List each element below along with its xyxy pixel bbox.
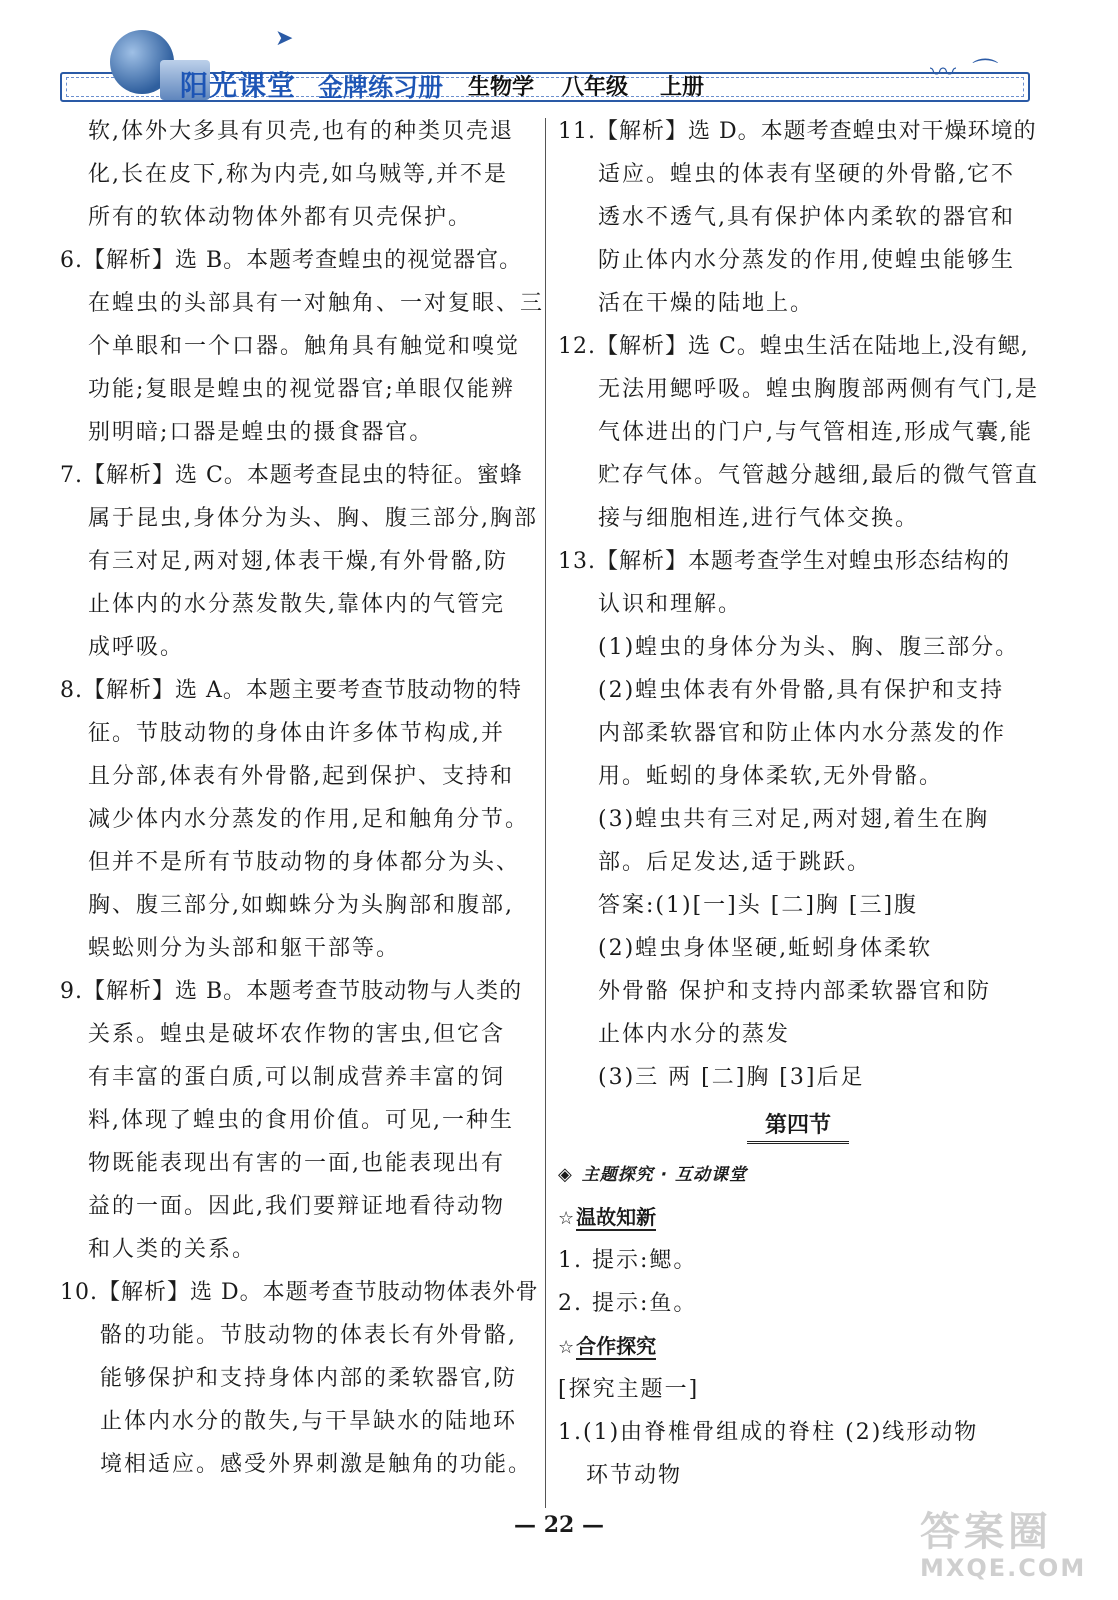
answer-12-line: 12.【解析】选 C。蝗虫生活在陆地上,没有鳃, (558, 334, 1029, 359)
answer-8-line: 8.【解析】选 A。本题主要考查节肢动物的特 (60, 678, 522, 703)
text-line: 认识和理解。 (598, 592, 743, 617)
answer-11-line: 11.【解析】选 D。本题考查蝗虫对干燥环境的 (558, 119, 1037, 144)
answer-10-line: 10.【解析】选 D。本题考查节肢动物体表外骨 (60, 1280, 539, 1305)
text-line: (2)蝗虫体表有外骨骼,具有保护和支持 (598, 678, 1005, 703)
text-line: 有三对足,两对翅,体表干燥,有外骨骼,防 (88, 549, 508, 574)
paper-plane-icon: ➤ (275, 26, 294, 51)
list-item: 1. 提示:鳃。 (558, 1248, 698, 1273)
text-line: 气体进出的门户,与气管相连,形成气囊,能 (598, 420, 1033, 445)
text-line: 所有的软体动物体外都有贝壳保护。 (88, 205, 473, 230)
text-line: 个单眼和一个口器。触角具有触觉和嗅觉 (88, 334, 521, 359)
page-number: — 22 — (514, 1512, 604, 1538)
section-title (558, 1099, 1038, 1153)
volume-label: 上册 (660, 75, 705, 100)
text-line: 但并不是所有节肢动物的身体都分为头、 (88, 850, 521, 875)
text-line: 内部柔软器官和防止体内水分蒸发的作 (598, 721, 1007, 746)
text-line: 止体内水分的蒸发 (598, 1022, 791, 1047)
answer-7-line: 7.【解析】选 C。本题考查昆虫的特征。蜜蜂 (60, 463, 523, 488)
text-line: 且分部,体表有外骨骼,起到保护、支持和 (88, 764, 514, 789)
text-line: 防止体内水分蒸发的作用,使蝗虫能够生 (598, 248, 1015, 273)
answer-9-line: 9.【解析】选 B。本题考查节肢动物与人类的 (60, 979, 523, 1004)
book-title: 金牌练习册 (318, 73, 444, 102)
text-line: 征。节肢动物的身体由许多体节构成,并 (88, 721, 505, 746)
watermark-url: MXQE.COM (920, 1554, 1087, 1582)
column-divider (545, 118, 546, 1508)
section-title-text: 第四节 (747, 1108, 849, 1144)
page-header (60, 20, 1030, 105)
text-line: 减少体内水分蒸发的作用,足和触角分节。 (88, 807, 529, 832)
watermark-logo: 答案圈 (920, 1509, 1052, 1555)
answer-13-line: 13.【解析】本题考查学生对蝗虫形态结构的 (558, 549, 1010, 574)
grade-label: 八年级 (562, 75, 629, 100)
text-line: 关系。蝗虫是破坏农作物的害虫,但它含 (88, 1022, 505, 1047)
text-line: (3)三 两 [二]胸 [3]后足 (598, 1065, 865, 1090)
text-line: 功能;复眼是蝗虫的视觉器官;单眼仅能辨 (88, 377, 515, 402)
list-item: 2. 提示:鱼。 (558, 1291, 698, 1316)
text-line: (1)蝗虫的身体分为头、胸、腹三部分。 (598, 635, 1020, 660)
topic-label: [探究主题一] (558, 1377, 700, 1402)
banner-text: 主题探究 · 互动课堂 (581, 1165, 748, 1185)
text-line: 有丰富的蛋白质,可以制成营养丰富的饲 (88, 1065, 505, 1090)
answer-key-line: 答案:(1)[一]头 [二]胸 [三]腹 (598, 893, 919, 918)
list-item: 环节动物 (586, 1463, 683, 1488)
text-line: 无法用鳃呼吸。蝗虫胸腹部两侧有气门,是 (598, 377, 1039, 402)
left-column (60, 110, 545, 1486)
star-icon: ☆ (558, 1337, 575, 1358)
text-line: 活在干燥的陆地上。 (598, 291, 815, 316)
text-line: 物既能表现出有害的一面,也能表现出有 (88, 1151, 505, 1176)
text-line: 在蝗虫的头部具有一对触角、一对复眼、三 (88, 291, 545, 316)
text-line: 软,体外大多具有贝壳,也有的种类贝壳退 (88, 119, 514, 144)
text-line: 用。蚯蚓的身体柔软,无外骨骼。 (598, 764, 943, 789)
text-line: 外骨骼 保护和支持内部柔软器官和防 (598, 979, 991, 1004)
text-line: 蜈蚣则分为头部和躯干部等。 (88, 936, 401, 961)
text-line: 境相适应。感受外界刺激是触角的功能。 (100, 1452, 533, 1477)
seagull-icon: 〰 ⌒ (930, 58, 1003, 88)
text-line: 料,体现了蝗虫的食用价值。可见,一种生 (88, 1108, 514, 1133)
text-line: 适应。蝗虫的体表有坚硬的外骨骼,它不 (598, 162, 1015, 187)
coop-heading-text: 合作探究 (576, 1334, 657, 1358)
subject-label: 生物学 (468, 75, 535, 100)
answer-6-line: 6.【解析】选 B。本题考查蝗虫的视觉器官。 (60, 248, 523, 273)
text-line: 化,长在皮下,称为内壳,如乌贼等,并不是 (88, 162, 508, 187)
review-heading-text: 温故知新 (576, 1205, 657, 1229)
topic-banner (558, 1153, 1038, 1196)
right-column (558, 110, 1038, 1497)
diamond-icon: ◈ (558, 1164, 573, 1185)
text-line: 透水不透气,具有保护体内柔软的器官和 (598, 205, 1015, 230)
text-line: 止体内水分的散失,与干旱缺水的陆地环 (100, 1409, 517, 1434)
text-line: 胸、腹三部分,如蜘蛛分为头胸部和腹部, (88, 893, 514, 918)
text-line: 别明暗;口器是蝗虫的摄食器官。 (88, 420, 434, 445)
text-line: 和人类的关系。 (88, 1237, 257, 1262)
text-line: 益的一面。因此,我们要辩证地看待动物 (88, 1194, 505, 1219)
coop-heading (558, 1325, 1038, 1368)
text-line: 接与细胞相连,进行气体交换。 (598, 506, 919, 531)
text-line: 能够保护和支持身体内部的柔软器官,防 (100, 1366, 517, 1391)
text-line: (2)蝗虫身体坚硬,蚯蚓身体柔软 (598, 936, 933, 961)
text-line: 成呼吸。 (88, 635, 185, 660)
text-line: 贮存气体。气管越分越细,最后的微气管直 (598, 463, 1039, 488)
series-title: 阳光课堂 (180, 69, 297, 102)
text-line: 止体内的水分蒸发散失,靠体内的气管完 (88, 592, 505, 617)
text-line: 骼的功能。节肢动物的体表长有外骨骼, (100, 1323, 517, 1348)
text-line: (3)蝗虫共有三对足,两对翅,着生在胸 (598, 807, 990, 832)
text-line: 属于昆虫,身体分为头、胸、腹三部分,胸部 (88, 506, 538, 531)
review-heading (558, 1196, 1038, 1239)
star-icon: ☆ (558, 1208, 575, 1229)
list-item: 1.(1)由脊椎骨组成的脊柱 (2)线形动物 (558, 1420, 979, 1445)
text-line: 部。后足发达,适于跳跃。 (598, 850, 871, 875)
watermark (900, 1500, 1110, 1595)
